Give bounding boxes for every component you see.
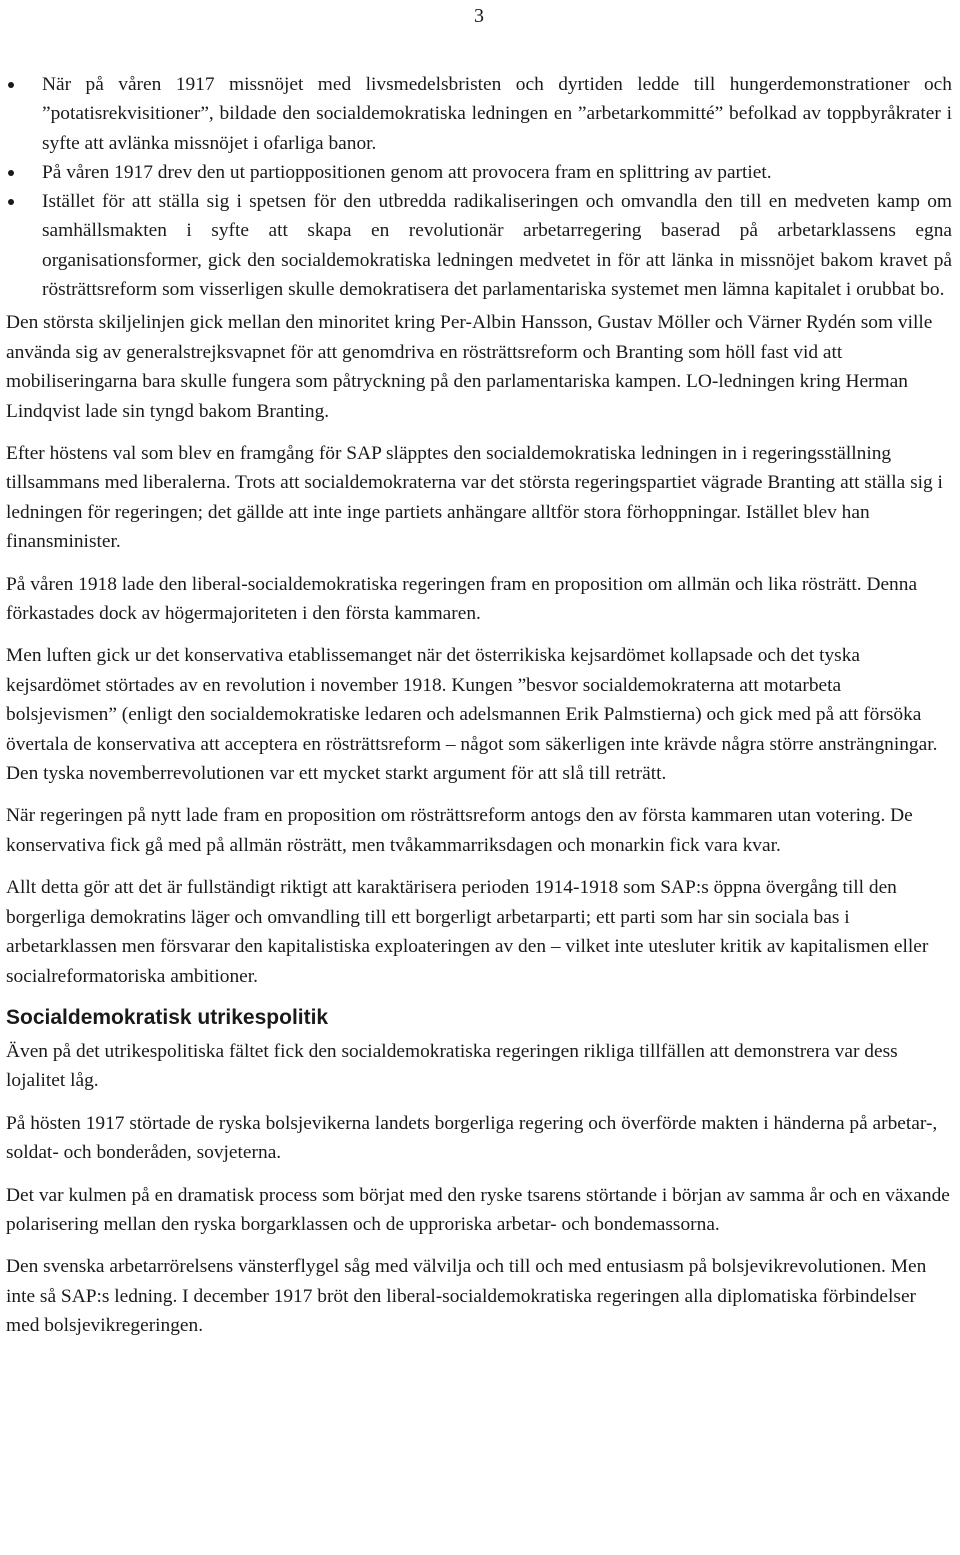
list-item: Istället för att ställa sig i spetsen för den utbredda radikaliseringen och omvandla den till en medveten kamp om samhällsmakten i syfte att skapa en revolutionär arbetarregering baserad på arbetarklassens egna organisationsformer, gick den socialdemokratiska ledningen medvetet in för att länka in missnöjet bakom kravet på rösträttsreform som visserligen skulle demokratisera det parlamentariska systemet men lämna kapitalet i orubbat bo. <box>6 187 952 304</box>
paragraph: Allt detta gör att det är fullständigt riktigt att karaktärisera perioden 1914-1918 som SAP:s öppna övergång till den borgerliga demokratins läger och omvandling till ett borgerligt arbetarparti; ett parti som har sin sociala bas i arbetarklassen men försvarar den kapitalistiska exploateringen av den – vilket inte utesluter kritik av kapitalismen eller socialreformatoriska ambitioner. <box>6 877 929 987</box>
paragraph: På hösten 1917 störtade de ryska bolsjevikerna landets borgerliga regering och överförde makten i händerna på arbetar-, soldat- och bonderåden, sovjeterna. <box>6 1112 938 1164</box>
list-item: På våren 1917 drev den ut partioppositionen genom att provocera fram en splittring av partiet. <box>6 158 952 187</box>
bullet-icon <box>8 170 14 176</box>
paragraph: Det var kulmen på en dramatisk process som börjat med den ryske tsarens störtande i början av samma år och en växande polarisering mellan den ryska borgarklassen och de upproriska arbetar- och bondemassorna. <box>6 1184 950 1235</box>
paragraph: Efter höstens val som blev en framgång för SAP släpptes den socialdemokratiska ledningen in i regeringsställning tillsammans med liberalerna. Trots att socialdemokraterna var det största regeringspartiet vägrade Branting att ställa sig i ledningen för regeringen; det gällde att inte inge partiets anhängare alltför stora förhoppningar. Istället blev han finansminister. <box>6 443 943 553</box>
list-item: När på våren 1917 missnöjet med livsmedelsbristen och dyrtiden ledde till hungerdemonstrationer och ”potatisrekvisitioner”, bildade den socialdemokratiska ledningen en ”arbetarkommitté” befolkad av toppbyråkrater i syfte att avlänka missnöjet i ofarliga banor. <box>6 70 952 158</box>
paragraph: Den svenska arbetarrörelsens vänsterflygel såg med välvilja och till och med entusiasm på bolsjevikrevolutionen. Men inte så SAP:s ledning. I december 1917 bröt den liberal-socialdemokratiska regeringen alla diplomatiska förbindelser med bolsjevikregeringen. <box>6 1256 927 1337</box>
section-heading: Socialdemokratisk utrikespolitik <box>6 1005 329 1029</box>
paragraph: När regeringen på nytt lade fram en proposition om rösträttsreform antogs den av första kammaren utan votering. De konservativa fick gå med på allmän rösträtt, men tvåkammarriksdagen och monarkin fick vara kvar. <box>6 805 913 856</box>
paragraph: Men luften gick ur det konservativa etablissemanget när det österrikiska kejsardömet kollapsade och det tyska kejsardömet störtades av en revolution i november 1918. Kungen ”besvor socialdemokraterna att motarbeta bolsjevismen” (enligt den socialdemokratiske ledaren och adelsmannen Erik Palmstierna) och gick med på att försöka övertala de konservativa att acceptera en rösträttsreform – något som säkerligen inte krävde några större ansträngningar. Den tyska novemberrevolutionen var ett mycket starkt argument för att slå till reträtt. <box>6 645 938 785</box>
paragraph: Även på det utrikespolitiska fältet fick den socialdemokratiska regeringen rikliga tillfällen att demonstrera var dess lojalitet låg. <box>6 1040 898 1092</box>
bullet-list <box>6 70 952 304</box>
bullet-icon <box>8 82 14 88</box>
paragraph: Den största skiljelinjen gick mellan den minoritet kring Per-Albin Hansson, Gustav Möller och Värner Rydén som ville använda sig av generalstrejksvapnet för att genomdriva en rösträttsreform och Branting som höll fast vid att mobiliseringarna bara skulle fungera som påtryckning på den parlamentariska kampen. LO-ledningen kring Herman Lindqvist lade sin tyngd bakom Branting. <box>6 312 933 422</box>
paragraph: På våren 1918 lade den liberal-socialdemokratiska regeringen fram en proposition om allmän och lika rösträtt. Denna förkastades dock av högermajoriteten i den första kammaren. <box>6 573 918 625</box>
document-body <box>6 70 952 1354</box>
bullet-icon <box>8 199 14 205</box>
page-number: 3 <box>474 5 484 27</box>
